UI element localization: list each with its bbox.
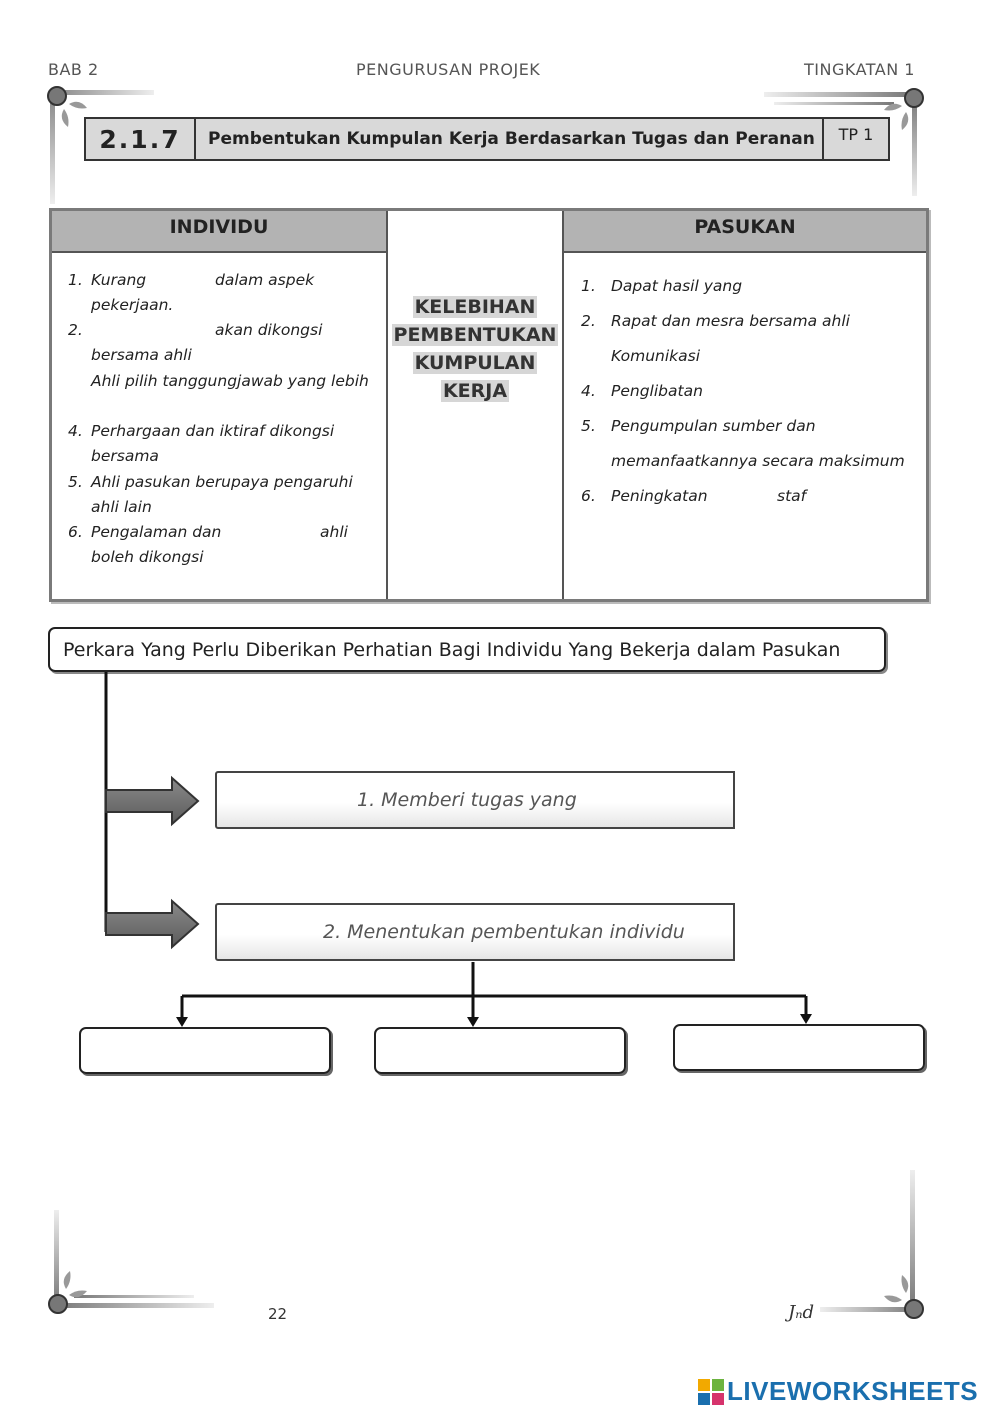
- page-number: 22: [268, 1305, 288, 1323]
- liveworksheets-logo: [698, 1376, 978, 1407]
- pasukan-item-4: Penglibatan: [611, 382, 703, 400]
- pasukan-item-3: Komunikasi: [611, 347, 701, 365]
- individu-item-2: akan dikongsi: [215, 321, 323, 339]
- arrow-icon: [106, 901, 198, 947]
- branch-connectors: [182, 962, 806, 1020]
- chapter-label: BAB 2: [48, 60, 99, 79]
- answer-box-2[interactable]: [374, 1027, 626, 1074]
- mastery-level: TP 1: [822, 119, 888, 159]
- section-title: Pembentukan Kumpulan Kerja Berdasarkan Tugas dan Peranan: [208, 129, 815, 149]
- pasukan-item-1: Dapat hasil yang: [611, 277, 743, 295]
- ornament-bottom-left: [44, 1205, 219, 1325]
- pasukan-item-5: Pengumpulan sumber dan: [611, 417, 816, 435]
- liveworksheets-icon: [698, 1379, 724, 1405]
- subject-label: PENGURUSAN PROJEK: [356, 60, 541, 79]
- arrow-icon: [106, 778, 198, 824]
- ornament-bottom-right: [810, 1165, 935, 1330]
- attention-heading-box: Perkara Yang Perlu Diberikan Perhatian Bagi Individu Yang Bekerja dalam Pasukan: [48, 627, 886, 672]
- liveworksheets-wordmark: LIVEWORKSHEETS: [727, 1376, 979, 1406]
- individu-item-4: Perhargaan dan iktiraf dikongsi: [91, 422, 335, 440]
- individu-item-6: Pengalaman dan: [91, 523, 222, 541]
- form-level-label: TINGKATAN 1: [804, 60, 915, 79]
- pasukan-item-2: Rapat dan mesra bersama ahli: [611, 312, 850, 330]
- individu-item-1: Kurang: [91, 271, 147, 289]
- pasukan-item-6: Peningkatan: [611, 487, 708, 505]
- pasukan-header: PASUKAN: [564, 211, 926, 253]
- individu-item-3: Ahli pilih tanggungjawab yang lebih: [91, 372, 369, 390]
- pasukan-column: PASUKAN 1. Dapat hasil yang 2. Rapat dan mesra bersama ahli Komunikasi 4. Penglibatan 5. Pengumpulan sumber dan memanfaatkannya secara maksimum 6. Peningkatan staf: [564, 211, 926, 599]
- author-signature: Jₙd: [788, 1302, 815, 1323]
- answer-box-1[interactable]: [79, 1027, 331, 1074]
- section-number: 2.1.7: [86, 119, 196, 159]
- answer-box-3[interactable]: [673, 1024, 925, 1071]
- center-title: KELEBIHAN PEMBENTUKAN KUMPULAN KERJA: [393, 296, 557, 402]
- step-2-box: 2. Menentukan pembentukan individu: [215, 903, 735, 961]
- step-1-box: 1. Memberi tugas yang: [215, 771, 735, 829]
- individu-column: INDIVIDU 1. Kurang dalam aspek pekerjaan. 2. akan dikongsi bersama ahli Ahli pilih tanggungjawab yang lebih 4. Perhargaan dan iktiraf dikongsi bersama 5. Ahli pasukan berupaya pengaruhi ahli lain 6. Pengalaman dan ahli boleh dikongsi: [52, 211, 388, 599]
- individu-item-5: Ahli pasukan berupaya pengaruhi: [91, 473, 353, 491]
- individu-header: INDIVIDU: [52, 211, 386, 253]
